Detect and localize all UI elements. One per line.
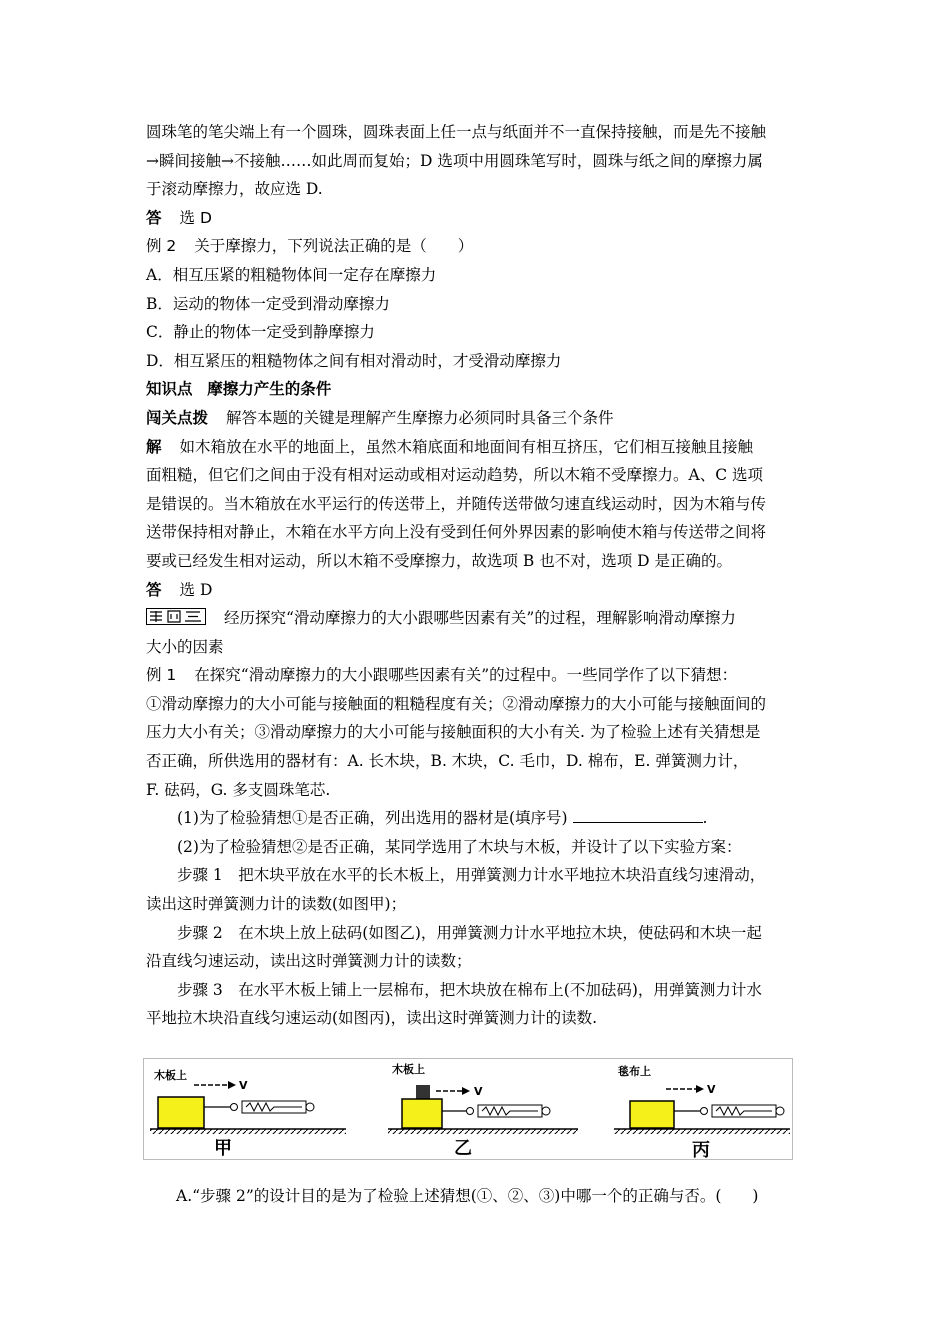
panel-caption: 丙 — [692, 1140, 710, 1159]
example-label: 例 2 — [146, 237, 177, 256]
topic-text: 经历探究“滑动摩擦力的大小跟哪些因素有关”的过程，理解影响滑动摩擦力 — [224, 609, 736, 628]
example-1-line: 压力大小有关；③滑动摩擦力的大小可能与接触面积的大小有关. 为了检验上述有关猜想是 — [146, 723, 761, 742]
topic-heading — [146, 604, 810, 633]
answer-text: 选 D — [179, 208, 212, 227]
step-1: 步骤 1 把木块平放在水平的长木板上，用弹簧测力计水平地拉木块沿直线匀速滑动， — [177, 866, 766, 885]
wood-block — [630, 1101, 674, 1128]
intro-line: →瞬间接触→不接触……如此周而复始；D 选项中用圆珠笔写时，圆珠与纸之间的摩擦力属 — [146, 151, 763, 170]
question-1 — [146, 804, 810, 833]
weight — [416, 1085, 430, 1099]
option-d: D．相互紧压的粗糙物体之间有相对滑动时，才受滑动摩擦力 — [146, 351, 562, 370]
hint-label: 闯关点拨 — [146, 408, 209, 427]
velocity-label: V — [707, 1083, 716, 1096]
question-a: A.“步骤 2”的设计目的是为了检验上述猜想(①、②、③)中哪一个的正确与否。( ) — [176, 1187, 759, 1205]
velocity-label: V — [474, 1085, 483, 1098]
answer-line — [146, 576, 810, 605]
solution-line: 送带保持相对静止，木箱在水平方向上没有受到任何外界因素的影响使木箱与传送带之间将 — [146, 523, 767, 542]
topic-tag-icon — [146, 608, 206, 625]
answer-label: 答 — [146, 580, 162, 599]
step-3: 步骤 3 在水平木板上铺上一层棉布，把木块放在棉布上(不加砝码)，用弹簧测力计水 — [177, 980, 762, 999]
panel-yi — [388, 1062, 578, 1159]
surface-label: 毯布上 — [618, 1065, 651, 1078]
step-2-cont: 沿直线匀速运动，读出这时弹簧测力计的读数； — [146, 952, 472, 971]
topic-text-cont: 大小的因素 — [146, 637, 224, 656]
question-1-end: . — [702, 809, 708, 828]
knowledge-point — [146, 375, 810, 404]
intro-line: 圆珠笔的笔尖端上有一个圆珠，圆珠表面上任一点与纸面并不一直保持接触，而是先不接触 — [146, 123, 767, 141]
knowledge-text: 摩擦力产生的条件 — [207, 380, 332, 399]
solution-text: 如木箱放在水平的地面上，虽然木箱底面和地面间有相互挤压，它们相互接触且接触 — [179, 437, 754, 456]
question-text: 关于摩擦力，下列说法正确的是（ ） — [194, 237, 474, 256]
example-1-line: ①滑动摩擦力的大小可能与接触面的粗糙程度有关；②滑动摩擦力的大小可能与接触面间的 — [146, 694, 767, 713]
solution-line: 要或已经发生相对运动，所以木箱不受摩擦力，故选项 B 也不对，选项 D 是正确的。 — [146, 551, 733, 570]
option-a: A．相互压紧的粗糙物体间一定存在摩擦力 — [146, 265, 437, 284]
step-1-cont: 读出这时弹簧测力计的读数(如图甲)； — [146, 895, 407, 914]
experiment-figure — [143, 1058, 793, 1160]
surface-label: 木板上 — [154, 1069, 187, 1082]
example-1-line: 否正确，所供选用的器材有：A. 长木块，B. 木块，C. 毛巾，D. 棉布，E. 弹簧测力计， — [146, 752, 749, 771]
panel-jia — [150, 1068, 346, 1159]
intro-line: 于滚动摩擦力，故应选 D. — [146, 180, 323, 199]
solution-line — [146, 433, 810, 462]
step-3-cont: 平地拉木块沿直线匀速运动(如图丙)，读出这时弹簧测力计的读数. — [146, 1009, 598, 1028]
velocity-label: V — [239, 1079, 248, 1092]
answer-label: 答 — [146, 208, 162, 227]
option-b: B．运动的物体一定受到滑动摩擦力 — [146, 294, 390, 313]
hint-line — [146, 404, 810, 433]
wood-block — [402, 1099, 442, 1128]
knowledge-label: 知识点 — [146, 380, 193, 399]
step-2: 步骤 2 在木块上放上砝码(如图乙)，用弹簧测力计水平地拉木块，使砝码和木块一起 — [177, 923, 762, 942]
example-1-line — [146, 661, 810, 690]
solution-line: 是错误的。当木箱放在水平运行的传送带上，并随传送带做匀速直线运动时，因为木箱与传 — [146, 494, 767, 513]
experiment-diagram — [144, 1059, 792, 1159]
solution-line: 面粗糙，但它们之间由于没有相对运动或相对运动趋势，所以木箱不受摩擦力。A、C 选项 — [146, 466, 763, 485]
answer-line — [146, 204, 810, 233]
answer-blank[interactable] — [573, 805, 703, 823]
hint-text: 解答本题的关键是理解产生摩擦力必须同时具备三个条件 — [226, 408, 614, 427]
question-1-text: (1)为了检验猜想①是否正确，列出选用的器材是(填序号) — [177, 809, 568, 828]
panel-caption: 甲 — [214, 1138, 232, 1159]
panel-bing — [614, 1064, 790, 1159]
example-2-question — [146, 232, 810, 261]
surface-label: 木板上 — [392, 1063, 425, 1076]
solution-label: 解 — [146, 437, 162, 456]
example-1-line: F. 砝码，G. 多支圆珠笔芯. — [146, 780, 331, 799]
wood-block — [158, 1097, 204, 1128]
panel-caption: 乙 — [454, 1138, 472, 1159]
example-text: 在探究“滑动摩擦力的大小跟哪些因素有关”的过程中。一些同学作了以下猜想： — [194, 666, 738, 685]
answer-text: 选 D — [179, 580, 213, 599]
option-c: C．静止的物体一定受到静摩擦力 — [146, 323, 375, 342]
question-2: (2)为了检验猜想②是否正确，某同学选用了木块与木板，并设计了以下实验方案： — [177, 837, 742, 856]
example-label: 例 1 — [146, 666, 177, 685]
document-body — [146, 118, 810, 1033]
